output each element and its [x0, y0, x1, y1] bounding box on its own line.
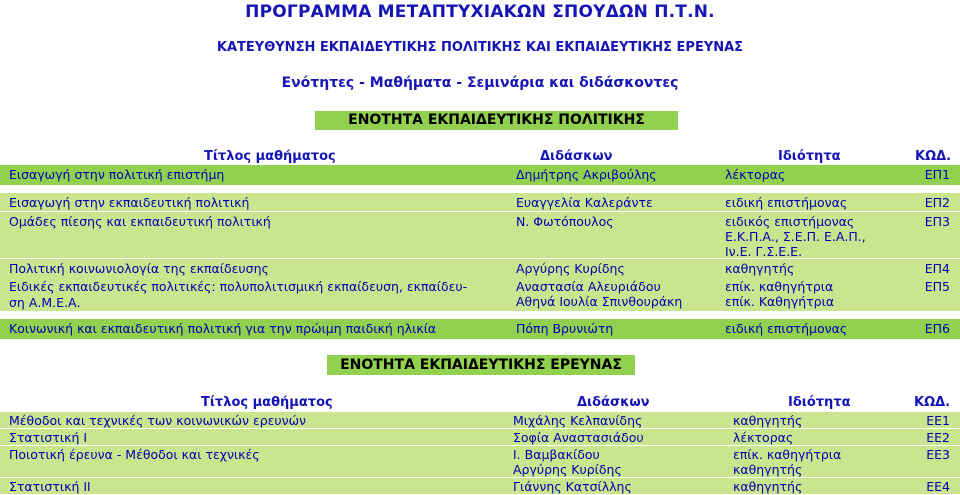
instructor-status: καθηγητής — [725, 261, 795, 276]
header-code: ΚΩΔ. — [914, 395, 951, 410]
instructor-status: ειδικός επιστήμονας — [725, 214, 855, 229]
program-title: ΠΡΟΓΡΑΜΜΑ ΜΕΤΑΠΤΥΧΙΑΚΩΝ ΣΠΟΥΔΩΝ Π.Τ.Ν. — [245, 2, 715, 22]
instructor-name: Ευαγγελία Καλεράντε — [516, 195, 653, 210]
instructor-name-2: Αθηνά Ιουλία Σπινθουράκη — [516, 294, 683, 309]
course-code: ΕΕ3 — [926, 447, 950, 462]
instructor-status: καθηγητής — [733, 479, 803, 494]
course-code: ΕΕ4 — [926, 479, 950, 494]
table-row — [0, 259, 960, 277]
instructor-status: ειδική επιστήμονας — [725, 195, 848, 210]
instructor-status: λέκτορας — [725, 167, 786, 182]
course-code: ΕΕ2 — [926, 430, 950, 445]
table-row — [0, 446, 960, 477]
instructor-status: λέκτορας — [733, 430, 794, 445]
header-status: Ιδιότητα — [778, 149, 841, 164]
course-code: ΕΕ1 — [926, 413, 950, 428]
instructor-name: Πόπη Βρυνιώτη — [516, 321, 614, 336]
course-title: Πολιτική κοινωνιολογία της εκπαίδευσης — [9, 261, 269, 276]
header-instructor: Διδάσκων — [577, 395, 650, 410]
course-title: Στατιστική Ι — [9, 430, 88, 445]
section-title-education-policy: ΕΝΟΤΗΤΑ ΕΚΠΑΙΔΕΥΤΙΚΗΣ ΠΟΛΙΤΙΚΗΣ — [315, 111, 678, 130]
course-title: Ειδικές εκπαιδευτικές πολιτικές: πολυπολιτισμική εκπαίδευση, εκπαίδευ- — [9, 279, 468, 294]
header-course-title: Τίτλος μαθήματος — [204, 149, 336, 164]
header-course-title: Τίτλος μαθήματος — [201, 395, 333, 410]
header-status: Ιδιότητα — [788, 395, 851, 410]
instructor-status-2: επίκ. Καθηγήτρια — [725, 294, 835, 309]
table-row — [0, 193, 960, 211]
table-row — [0, 277, 960, 311]
table-row — [0, 478, 960, 494]
course-title-line2: ση Α.Μ.Ε.Α. — [9, 295, 81, 310]
course-title: Κοινωνική και εκπαιδευτική πολιτική για την πρώιμη παιδική ηλικία — [9, 321, 437, 336]
course-title: Ομάδες πίεσης και εκπαιδευτική πολιτική — [9, 214, 271, 229]
instructor-status: καθηγητής — [733, 413, 803, 428]
course-title: Εισαγωγή στην εκπαιδευτική πολιτική — [9, 195, 250, 210]
instructor-name: Σοφία Αναστασιάδου — [513, 430, 644, 445]
course-code: ΕΠ6 — [924, 321, 950, 336]
course-title: Μέθοδοι και τεχνικές των κοινωνικών ερευνών — [9, 413, 307, 428]
instructor-status: επίκ. καθηγήτρια — [725, 279, 834, 294]
table-row — [0, 212, 960, 258]
instructor-name: Ν. Φωτόπουλος — [516, 214, 614, 229]
table-row — [0, 165, 960, 185]
course-code: ΕΠ4 — [924, 261, 950, 276]
header-instructor: Διδάσκων — [540, 149, 613, 164]
direction-title: ΚΑΤΕΥΘΥΝΣΗ ΕΚΠΑΙΔΕΥΤΙΚΗΣ ΠΟΛΙΤΙΚΗΣ ΚΑΙ ΕΚΠΑΙΔΕΥΤΙΚΗΣ ΕΡΕΥΝΑΣ — [216, 40, 744, 55]
section-title-education-research: ΕΝΟΤΗΤΑ ΕΚΠΑΙΔΕΥΤΙΚΗΣ ΕΡΕΥΝΑΣ — [327, 355, 635, 375]
instructor-status-line3: Ιν.Ε. Γ.Σ.Ε.Ε. — [725, 244, 803, 258]
instructor-status: επίκ. καθηγήτρια — [733, 447, 842, 462]
instructor-status-line2: Ε.Κ.Π.Α., Σ.Ε.Π. Ε.Α.Π., — [725, 229, 866, 244]
course-code: ΕΠ2 — [924, 195, 950, 210]
table-row — [0, 412, 960, 428]
instructor-status: ειδική επιστήμονας — [725, 321, 848, 336]
instructor-name: Μιχάλης Κελπανίδης — [513, 413, 643, 428]
table-row — [0, 319, 960, 339]
instructor-status-2: καθηγητής — [733, 462, 803, 477]
instructor-name-2: Αργύρης Κυρίδης — [513, 462, 622, 477]
table-row — [0, 429, 960, 445]
instructor-name: Γιάννης Κατσίλλης — [513, 479, 632, 494]
page-subtitle: Ενότητες - Μαθήματα - Σεμινάρια και διδάσκοντες — [281, 75, 679, 91]
course-title: Ποιοτική έρευνα - Μέθοδοι και τεχνικές — [9, 447, 260, 462]
course-title: Εισαγωγή στην πολιτική επιστήμη — [9, 167, 225, 182]
instructor-name: Δημήτρης Ακριβούλης — [516, 167, 657, 182]
course-title: Στατιστική ΙΙ — [9, 479, 91, 494]
instructor-name: Αναστασία Αλευριάδου — [516, 279, 661, 294]
instructor-name: Ι. Βαμβακίδου — [513, 447, 600, 462]
instructor-name: Αργύρης Κυρίδης — [516, 261, 625, 276]
course-code: ΕΠ1 — [924, 167, 950, 182]
header-code: ΚΩΔ. — [915, 149, 952, 164]
course-code: ΕΠ5 — [924, 279, 950, 294]
course-code: ΕΠ3 — [924, 214, 950, 229]
